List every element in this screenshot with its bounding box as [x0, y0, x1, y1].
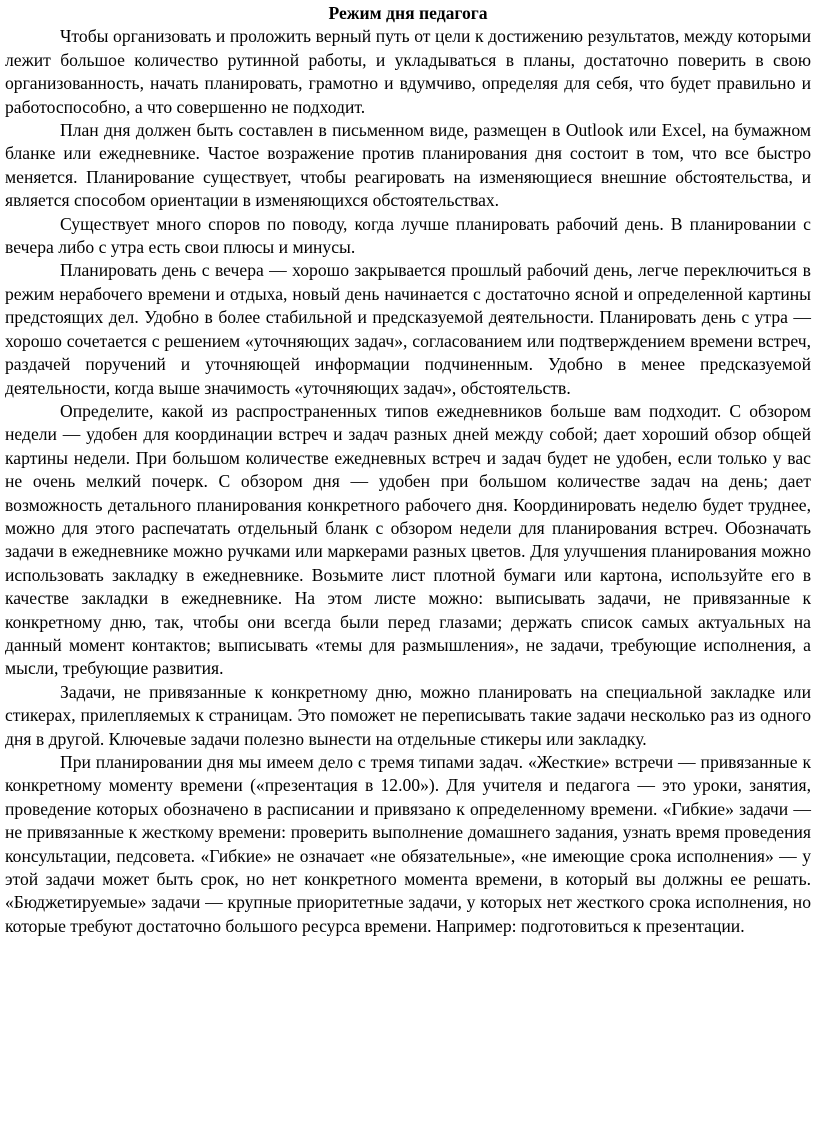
paragraph-written-plan: План дня должен быть составлен в письменном виде, размещен в Outlook или Excel, на бумажном бланке или ежедневнике. Частое возражение против планирования дня состоит в том, что все быстро меняется. Планирование существует, чтобы реагировать на изменяющиеся внешние обстоятельства, и является способом ориентации в изменяющихся обстоятельствах.	[5, 120, 811, 211]
paragraph-planner-types: Определите, какой из распространенных типов ежедневников больше вам подходит. С обзором недели — удобен для координации встреч и задач разных дней между собой; дает хороший обзор общей картины недели. При большом количестве ежедневных встреч и задач будет не удобен, если только у вас не очень мелкий почерк. С обзором дня — удобен при большом количестве задач на день; дает возможность детального планирования конкретного рабочего дня. Координировать неделю будет труднее, можно для этого распечатать отдельный бланк с обзором недели для планирования встреч. Обозначать задачи в ежедневнике можно ручками или маркерами разных цветов. Для улучшения планирования можно использовать закладку в ежедневнике. Возьмите лист плотной бумаги или картона, используйте его в качестве закладки в ежедневнике. На этом листе можно: выписывать задачи, не привязанные к конкретному дню, так, чтобы они всегда были перед глазами; держать список самых актуальных на данный момент контактов; выписывать «темы для размышления», не задачи, требующие исполнения, а мысли, требующие развития.	[5, 400, 811, 679]
paragraph-when-to-plan: Существует много споров по поводу, когда лучше планировать рабочий день. В планировании с вечера либо с утра есть свои плюсы и минусы.	[5, 213, 811, 258]
paragraph-evening-vs-morning: Планировать день с вечера — хорошо закрывается прошлый рабочий день, легче переключиться в режим нерабочего времени и отдыха, новый день начинается с достаточно ясной и определенной картины предстоящих дел. Удобно в более стабильной и предсказуемой деятельности. Планировать день с утра — хорошо сочетается с решением «уточняющих задач», согласованием или подтверждением времени встреч, раздачей поручений и уточняющей информации подчиненным. Удобно в менее предсказуемой деятельности, когда выше значимость «уточняющих задач», обстоятельств.	[5, 260, 811, 398]
document-title: Режим дня педагога	[328, 3, 488, 23]
paragraph-task-types: При планировании дня мы имеем дело с тремя типами задач. «Жесткие» встречи — привязанные к конкретному моменту времени («презентация в 12.00»). Для учителя и педагога — это уроки, занятия, проведение которых обозначено в расписании и привязано к определенному времени. «Гибкие» задачи — не привязанные к жесткому времени: проверить выполнение домашнего задания, узнать время проведения консультации, педсовета. «Гибкие» не означает «не обязательные», «не имеющие срока исполнения» — у этой задачи может быть срок, но нет конкретного момента времени, в который вы должны ее решать. «Бюджетируемые» задачи — крупные приоритетные задачи, у которых нет жесткого срока исполнения, но которые требуют достаточно большого ресурса времени. Например: подготовиться к презентации.	[5, 752, 811, 936]
paragraph-goal-planning: Чтобы организовать и проложить верный путь от цели к достижению результатов, между которыми лежит большое количество рутинной работы, и укладываться в планы, достаточно поверить в свою организованность, начать планировать, грамотно и вдумчиво, определяя для себя, что будет правильно и работоспособно, а что совершенно не подходит.	[5, 26, 811, 117]
paragraph-unscheduled-tasks: Задачи, не привязанные к конкретному дню, можно планировать на специальной закладке или стикерах, прилепляемых к страницам. Это поможет не переписывать такие задачи несколько раз из одного дня в другой. Ключевые задачи полезно вынести на отдельные стикеры или закладку.	[5, 681, 811, 749]
